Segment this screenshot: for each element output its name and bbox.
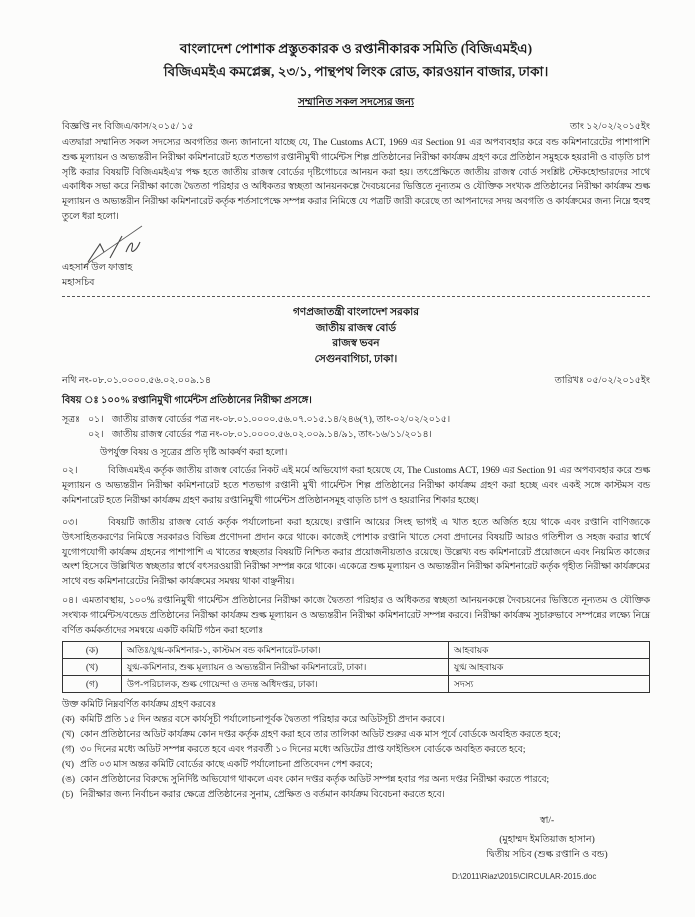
- nbr-header-line: গণপ্রজাতন্ত্রী বাংলাদেশ সরকার: [292, 307, 420, 318]
- table-row: [63, 659, 650, 676]
- tasks-intro: উক্ত কমিটি নিম্নবর্ণিত কার্যক্রম গ্রহণ করবেঃ: [62, 700, 217, 710]
- task-text: কোন প্রতিষ্ঠানের অডিট কার্যক্রম কোন দপ্তর কর্তৃক গ্রহণ করা হবে তার তালিকা অডিট শুরুর এক মাস পূর্বে বোর্ডকে অবহিত করতে হবে;: [80, 730, 561, 740]
- nbr-header-line: রাজস্ব ভবন: [332, 338, 380, 349]
- reference-number: ০১।: [88, 415, 104, 425]
- paragraph-03: [62, 516, 650, 590]
- task-label: (ঙ): [62, 775, 76, 785]
- subject-line: বিষয় ঃ ১০০% রপ্তানিমুখী গার্মেন্টস প্রতিষ্ঠানের নিরীক্ষা প্রসঙ্গে।: [62, 395, 312, 406]
- table-row: [63, 676, 650, 693]
- committee-role: সদস্য: [449, 676, 650, 693]
- file-path-footer: D:\2011\Riaz\2015\CIRCULAR-2015.doc: [452, 872, 597, 881]
- committee-serial: (ক): [63, 642, 122, 659]
- committee-member: অতিঃ/যুগ্ম-কমিশনার-১, কাস্টমস বন্ড কমিশনারেট-ঢাকা।: [122, 642, 449, 659]
- reference-text: জাতীয় রাজস্ব বোর্ডের পত্র নং-০৮.০১.০০০০.৫৬.০২.০০৯.১৪/৯১, তাং-১৬/১১/২০১৪।: [112, 430, 432, 440]
- nbr-header-line: জাতীয় রাজস্ব বোর্ড: [315, 322, 397, 334]
- memo-number: বিজ্ঞপ্তি নং বিজিএ/কাস/২০১৫/ ১৫: [62, 122, 194, 132]
- org-address: বিজিএমইএ কমপ্লেক্স, ২৩/১, পান্থপথ লিংক রোড, কারওয়ান বাজার, ঢাকা।: [163, 64, 549, 79]
- file-row: [62, 374, 650, 388]
- paragraph-text: বিজিএমইএ কর্তৃক জাতীয় রাজস্ব বোর্ডের নিকট এই মর্মে অভিযোগ করা হয়েছে যে, The Customs ACT, 1969 এর Section 91 এর অপব্যবহার করে শুল্ক মূল্যায়ন ও অভ্যন্তরীন নিরীক্ষা কমিশনারেট হতে শতভাগ রপ্তানী মুখী গার্মেন্টস শিল্প প্রতিষ্ঠানের নিরীক্ষা কার্যক্রম গ্রহণ করা হচ্ছে এবং একই সঙ্গে কাস্টমস বন্ড কমিশনারেট হতে নিরীক্ষা কার্যক্রম গ্রহণ করায় রপ্তানিমুখী গার্মেন্টস প্রতিষ্ঠানসমূহ বাড়তি চাপ ও হয়রানির শিকার হচ্ছে।: [62, 466, 650, 506]
- list-item: [62, 773, 650, 788]
- paragraph-02: [62, 464, 650, 508]
- list-item: [62, 713, 650, 728]
- task-list: [62, 713, 650, 803]
- list-item: [62, 758, 650, 773]
- committee-role: আহবায়ক: [449, 642, 650, 659]
- task-label: (ঘ): [62, 760, 74, 770]
- table-row: [63, 642, 650, 659]
- nbr-header: [62, 305, 650, 367]
- paragraph-text: এমতাবস্থায়, ১০০% রপ্তানিমুখী গার্মেন্টস প্রতিষ্ঠানের নিরীক্ষা কাজে দ্বৈততা পরিহার ও অধিকতর স্বচ্ছতা আনয়নকল্পে দৈবচয়নের ভিত্তিতে নূন্যতম ও যৌক্তিক সংখ্যক গার্মেন্টস/বন্ডেড প্রতিষ্ঠানের নিরীক্ষা কার্যক্রম শুল্ক মূল্যায়ন ও অভ্যন্তরীন নিরীক্ষা কমিশনারেট সম্পন্ন করবে। নিরীক্ষা কার্যক্রম সুচারুভাবে সম্পন্নের লক্ষ্যে নিম্নে বর্ণিত কর্মকর্তাদের সমন্বয়ে একটি কমিটি গঠন করা হলোঃ: [62, 596, 650, 636]
- reference-item: [62, 428, 650, 443]
- committee-serial: (গ): [63, 676, 122, 693]
- task-text: ৩০ দিনের মধ্যে অডিট সম্পন্ন করতে হবে এবং পরবর্তী ১০ দিনের মধ্যে অডিটের প্রাপ্ত ফাইন্ডিংস বোর্ডকে অবহিত করতে হবে;: [80, 745, 526, 755]
- circular-title: সম্মানিত সকল সদস্যের জন্য: [297, 97, 415, 108]
- signatory-name: এহসান উল ফাত্তাহ: [62, 263, 133, 273]
- file-date: তারিখঃ ০৫/০২/২০১৫ইং: [554, 376, 650, 386]
- nbr-header-line: সেগুনবাগিচা, ঢাকা।: [314, 353, 398, 365]
- references: [62, 413, 650, 443]
- reference-number: ০২।: [88, 430, 104, 440]
- signatory-designation: মহাসচিব: [62, 278, 95, 288]
- paragraph-text: বিষয়টি জাতীয় রাজস্ব বোর্ড কর্তৃক পর্যালোচনা করা হয়েছে। রপ্তানি আয়ের সিংহ ভাগই এ খাত হতে অর্জিত হয়ে থাকে এবং রপ্তানি বাণিজ্যকে উৎসাহিতকরণের নিমিত্তে সরকারও বিভিন্ন প্রণোদনা প্রদান করে থাকে। কাজেই পোশাক রপ্তানি খাতে সেবা প্রদানের বিষয়টি আরও গতিশীল ও সহজ করার স্বার্থে যুগোপযোগী কার্যক্রম গ্রহনের পাশাপাশি এ খাতের স্বচ্ছতার বিষয়টি নিশ্চিত করার প্রয়োজনীয়তাও রয়েছে। উল্লেখ্য বন্ড কমিশনারেট প্রয়োজনে এবং নিয়মিত কাজের অংশ হিসেবে উল্লিখিত স্বচ্ছতার স্বার্থে বৎসরওয়ারী নিরীক্ষা সম্পন্ন করে থাকে। একেত্রে শুল্ক মূল্যায়ন ও অভ্যন্তরীন নিরীক্ষা কমিশনারেট কর্তৃক গৃহীত নিরীক্ষা কার্যক্রমের সাথে বন্ড কমিশনারেটের নিরীক্ষা কার্যক্রমের সমন্বয় থাকা বাঞ্ছনীয়।: [62, 518, 650, 588]
- task-text: কোন প্রতিষ্ঠানের বিরুদ্ধে সুনির্দিষ্ট অভিযোগ থাকলে এবং কোন দপ্তর কর্তৃক অডিট সম্পন্ন হবার পর অন্য দপ্তর নিরীক্ষা করতে পারবে;: [80, 775, 550, 785]
- task-label: (গ): [62, 745, 75, 755]
- paragraph-number: ০৪।: [62, 596, 78, 606]
- task-label: (চ): [62, 790, 74, 800]
- committee-role: যুগ্ম আহবায়ক: [449, 659, 650, 676]
- committee-serial: (খ): [63, 659, 122, 676]
- memo-row: [62, 120, 650, 134]
- reference-item: [62, 413, 650, 428]
- list-item: [62, 728, 650, 743]
- task-text: নিরীক্ষার জন্য নির্বাচন করার ক্ষেত্রে প্রতিষ্ঠানের সুনাম, প্রেক্ষিত ও বর্তমান কার্যক্রম বিবেচনা করতে হবে।: [80, 790, 445, 800]
- paragraph-04: [62, 594, 650, 638]
- signer-designation: দ্বিতীয় সচিব (শুল্ক রপ্তানি ও বন্ড): [486, 850, 608, 860]
- memo-date: তাং ১২/০২/২০১৫ইং: [569, 122, 650, 132]
- circular-heading: [62, 92, 650, 112]
- paragraph-number: ০৩।: [62, 518, 78, 528]
- list-item: [62, 788, 650, 803]
- file-number: নথি নং-০৮.০১.০০০০.৫৬.০২.০০৯.১৪: [62, 376, 212, 386]
- attention-line: উপর্যুক্ত বিষয় ও সূত্রের প্রতি দৃষ্টি আকর্ষণ করা হলো।: [100, 448, 288, 458]
- task-text: কমিটি প্রতি ১৫ দিন অন্তর বসে কার্যসূচী পর্যালোচনাপূর্বক দ্বৈততা পরিহার করে অডিটসূচী প্রদান করবে।: [80, 715, 445, 725]
- paragraph-number: ০২।: [62, 466, 78, 476]
- task-label: (খ): [62, 730, 75, 740]
- circular-body: এতদ্বারা সম্মানিত সকল সদস্যের অবগতির জন্য জানানো যাচ্ছে যে, The Customs ACT, 1969 এর Section 91 এর অপব্যবহার করে বন্ড কমিশনারেটের পাশাপাশি শুল্ক মূল্যায়ন ও অভ্যন্তরীন নিরীক্ষা কমিশনারেট হতে শতভাগ রপ্তানীমুখী গার্মেন্টস শিল্প প্রতিষ্ঠানের নিরীক্ষা কার্যক্রম গ্রহণ করে প্রতিষ্ঠান সমুহকে হয়রানী ও বাড়তি চাপ সৃষ্টি করার বিষয়টি বিজিএমইএ'র পক্ষ হতে জাতীয় রাজস্ব বোর্ডের দৃষ্টিগোচরে আনয়ন করা হয়। তৎপ্রেক্ষিতে জাতীয় রাজস্ব বোর্ড সংশ্লিষ্ট স্টেকহোল্ডারদের সাথে একাধিক সভা করে নিরীক্ষা কাজে দ্বৈততা পরিহার ও অধিকতর স্বচ্ছতা আনয়নকল্পে দৈবচয়নের ভিত্তিতে নূন্যতম ও যৌক্তিক সংখ্যক প্রতিষ্ঠানের নিরীক্ষা কার্যক্রম শুল্ক মূল্যায়ন ও অভ্যন্তরীন নিরীক্ষা কমিশনারেট কর্তৃক শর্তসাপেক্ষে সম্পন্ন করার নিমিত্তে যে পত্রটি জারী করেছে তা আপনাদের সদয় অবগতি ও কার্যক্রমের জন্য নিম্নে হুবহু তুলে ধরা হলো।: [62, 138, 650, 222]
- signer-name: (মুহাম্মদ ইমতিয়াজ হাসান): [499, 835, 595, 845]
- list-item: [62, 743, 650, 758]
- committee-member: উপ-পরিচালক, শুল্ক গোয়েন্দা ও তদন্ত অধিদপ্তর, ঢাকা।: [122, 676, 449, 693]
- committee-table: [62, 641, 650, 693]
- org-name: বাংলাদেশ পোশাক প্রস্তুতকারক ও রপ্তানীকারক সমিতি (বিজিএমইএ): [179, 41, 533, 56]
- task-text: প্রতি ০৩ মাস অন্তর কমিটি বোর্ডের কাছে একটি পর্যালোচনা প্রতিবেদন পেশ করবে;: [80, 760, 373, 770]
- task-label: (ক): [62, 715, 75, 725]
- signature-mark: স্বা/-: [539, 816, 555, 826]
- section-divider: [62, 296, 650, 297]
- reference-label: সূত্রঃ: [62, 415, 80, 425]
- committee-member: যুগ্ম-কমিশনার, শুল্ক মূল্যায়ন ও অভ্যন্তরীন নিরীক্ষা কমিশনারেট, ঢাকা।: [122, 659, 449, 676]
- reference-text: জাতীয় রাজস্ব বোর্ডের পত্র নং-০৮.০১.০০০০.৫৬.০৭.০১৫.১৪/২৪৬(৭), তাং-০২/০২/২০১৫।: [112, 415, 451, 425]
